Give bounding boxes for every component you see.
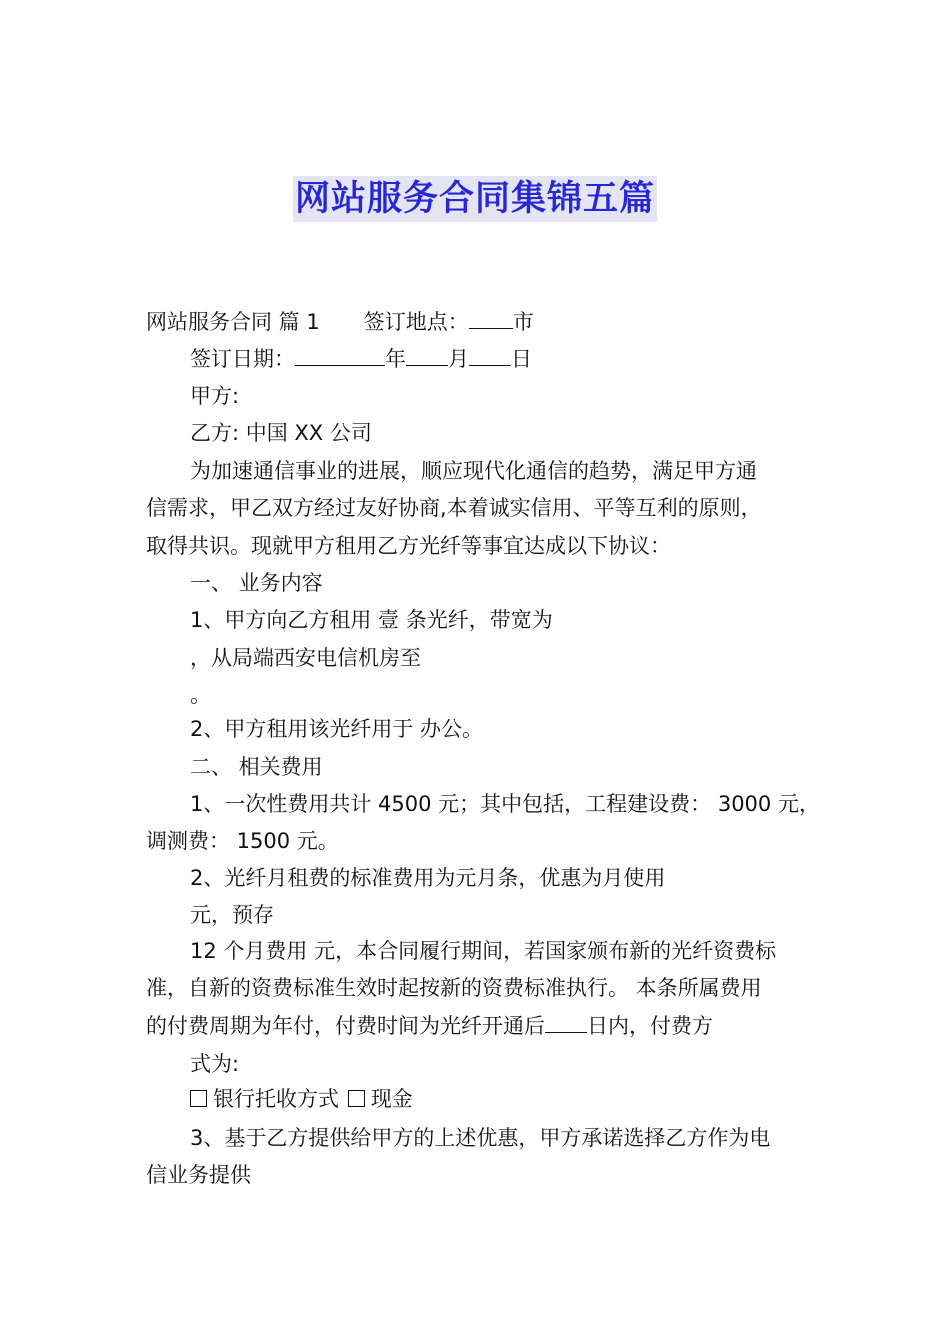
day-label: 日 (511, 347, 532, 371)
item-2-2-line-5 (146, 1010, 713, 1041)
intro-line-1: 为加速通信事业的进展，顺应现代化通信的趋势，满足甲方通 (190, 459, 757, 483)
item-2-1-line-1: 1、一次性费用共计 4500 元；其中包括，工程建设费： 3000 元， (190, 792, 820, 816)
item-2-2-line-2: 元，预存 (190, 903, 274, 927)
payment-period-text: 的付费周期为年付，付费时间为光纤开通后 (146, 1014, 545, 1038)
item-1-1-line-2: ，从局端西安电信机房至 (190, 646, 421, 670)
cash-option-label: 现金 (370, 1087, 413, 1111)
section-heading-2: 二、 相关费用 (190, 755, 323, 779)
item-1-1-line-3: 。 (190, 683, 211, 707)
month-label: 月 (448, 347, 469, 371)
item-2-2-line-3: 12 个月费用 元，本合同履行期间，若国家颁布新的光纤资费标 (190, 939, 777, 963)
contract-heading: 网站服务合同 篇 1 (146, 310, 320, 334)
sign-place-label: 签订地点： (363, 310, 469, 334)
item-2-1-line-2: 调测费： 1500 元。 (146, 829, 339, 853)
document-title-text: 网站服务合同集锦五篇 (293, 176, 657, 222)
intro-line-2: 信需求，甲乙双方经过友好协商,本着诚实信用、平等互利的原则， (146, 496, 762, 520)
bank-option-label: 银行托收方式 (213, 1087, 339, 1111)
sign-place-suffix: 市 (512, 310, 534, 334)
party-b-line: 乙方: 中国 XX 公司 (190, 421, 372, 445)
month-blank (406, 343, 448, 366)
item-2-2-line-6: 式为: (190, 1052, 240, 1076)
year-blank (295, 343, 385, 366)
day-blank (469, 343, 511, 366)
party-a-line: 甲方: (190, 384, 240, 408)
payment-days-blank (545, 1010, 587, 1033)
payment-method-text: 日内，付费方 (587, 1014, 713, 1038)
item-2-2-line-4: 准，自新的资费标准生效时起按新的资费标准执行。 本条所属费用 (146, 976, 762, 1000)
sign-date-label: 签订日期： (190, 347, 295, 371)
item-2-3-line-2: 信业务提供 (146, 1163, 251, 1187)
item-1-2: 2、甲方租用该光纤用于 办公。 (190, 717, 484, 741)
year-label: 年 (385, 347, 406, 371)
bank-checkbox[interactable] (190, 1090, 207, 1107)
item-1-1-line-1: 1、甲方向乙方租用 壹 条光纤，带宽为 (190, 608, 553, 632)
payment-options-line (190, 1084, 413, 1114)
header-line (146, 306, 534, 337)
section-heading-1: 一、 业务内容 (190, 571, 323, 595)
document-title (0, 176, 950, 222)
item-2-2-line-1: 2、光纤月租费的标准费用为元月条，优惠为月使用 (190, 866, 666, 890)
sign-place-blank (469, 306, 513, 329)
sign-date-line (190, 343, 532, 374)
cash-checkbox[interactable] (348, 1090, 365, 1107)
intro-line-3: 取得共识。现就甲方租用乙方光纤等事宜达成以下协议： (146, 534, 671, 558)
item-2-3-line-1: 3、基于乙方提供给甲方的上述优惠，甲方承诺选择乙方作为电 (190, 1126, 771, 1150)
